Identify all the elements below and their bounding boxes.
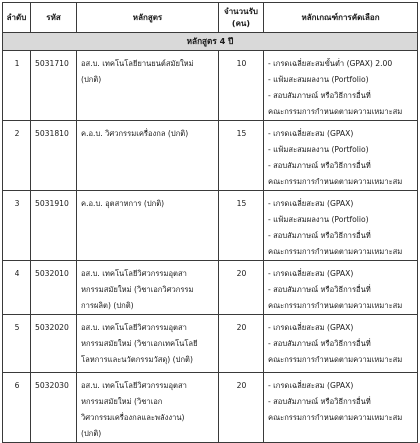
cell-code: 5031810 — [31, 121, 77, 191]
program-line: วิศวกรรมเครื่องกลและพลังงาน) — [81, 413, 185, 422]
header-no: ลำดับ — [3, 3, 31, 33]
criteria-line: คณะกรรมการกำหนดตามความเหมาะสม — [268, 355, 403, 364]
cell-criteria — [264, 191, 418, 261]
program-line: หกรรมสมัยใหม่ (วิชาเอกเทคโนโลยี — [81, 339, 198, 348]
program-line: (ปกติ) — [81, 429, 102, 438]
table-row — [3, 261, 418, 315]
program-line: อส.บ. เทคโนโลยีวิศวกรรมอุตสา — [81, 323, 187, 332]
criteria-line: - แฟ้มสะสมผลงาน (Portfolio) — [268, 215, 369, 224]
cell-criteria — [264, 373, 418, 443]
cell-code: 5031910 — [31, 191, 77, 261]
program-line: หกรรมสมัยใหม่ (วิชาเอกวิศวกรรม — [81, 285, 194, 294]
cell-criteria — [264, 121, 418, 191]
cell-no: 5 — [3, 315, 31, 373]
cell-program — [77, 121, 219, 191]
table-header — [3, 3, 418, 33]
header-seats-line2: (คน) — [231, 18, 251, 28]
criteria-line: - สอบสัมภาษณ์ หรือวิธีการอื่นที่ — [268, 161, 371, 170]
criteria-line: - สอบสัมภาษณ์ หรือวิธีการอื่นที่ — [268, 231, 371, 240]
criteria-line: - แฟ้มสะสมผลงาน (Portfolio) — [268, 145, 369, 154]
criteria-line: คณะกรรมการกำหนดตามความเหมาะสม — [268, 247, 403, 256]
cell-no: 3 — [3, 191, 31, 261]
section-row — [3, 33, 418, 51]
criteria-line: - เกรดเฉลี่ยสะสม (GPAX) — [268, 381, 354, 390]
criteria-line: คณะกรรมการกำหนดตามความเหมาะสม — [268, 301, 403, 310]
admission-table — [2, 2, 418, 443]
section-title: หลักสูตร 4 ปี — [3, 33, 418, 51]
cell-code: 5032010 — [31, 261, 77, 315]
criteria-line: - เกรดเฉลี่ยสะสม (GPAX) — [268, 323, 354, 332]
program-line: โลหการและนวัตกรรมวัสดุ) (ปกติ) — [81, 355, 193, 364]
criteria-line: - สอบสัมภาษณ์ หรือวิธีการอื่นที่ — [268, 91, 371, 100]
cell-criteria — [264, 315, 418, 373]
criteria-line: - สอบสัมภาษณ์ หรือวิธีการอื่นที่ — [268, 285, 371, 294]
header-seats — [219, 3, 264, 33]
table-row — [3, 51, 418, 121]
cell-criteria — [264, 261, 418, 315]
cell-code: 5031710 — [31, 51, 77, 121]
table-row — [3, 121, 418, 191]
cell-no: 4 — [3, 261, 31, 315]
criteria-line: - สอบสัมภาษณ์ หรือวิธีการอื่นที่ — [268, 397, 371, 406]
criteria-line: - เกรดเฉลี่ยสะสม (GPAX) — [268, 199, 354, 208]
header-seats-line1: จำนวนรับ — [224, 6, 258, 16]
cell-seats: 10 — [219, 51, 264, 121]
cell-no: 6 — [3, 373, 31, 443]
cell-no: 2 — [3, 121, 31, 191]
criteria-line: คณะกรรมการกำหนดตามความเหมาะสม — [268, 413, 403, 422]
cell-seats: 20 — [219, 261, 264, 315]
program-line: การผลิต) (ปกติ) — [81, 301, 134, 310]
program-line: (ปกติ) — [81, 75, 102, 84]
cell-program — [77, 261, 219, 315]
criteria-line: - เกรดเฉลี่ยสะสม (GPAX) — [268, 269, 354, 278]
cell-no: 1 — [3, 51, 31, 121]
criteria-line: - สอบสัมภาษณ์ หรือวิธีการอื่นที่ — [268, 339, 371, 348]
program-line: อส.บ. เทคโนโลยีวิศวกรรมอุตสา — [81, 381, 187, 390]
program-line: อส.บ. เทคโนโลยีวิศวกรรมอุตสา — [81, 269, 187, 278]
program-line: หกรรมสมัยใหม่ (วิชาเอก — [81, 397, 163, 406]
program-line: อส.บ. เทคโนโลยียานยนต์สมัยใหม่ — [81, 59, 194, 68]
criteria-line: - เกรดเฉลี่ยสะสมขั้นต่ำ (GPAX) 2.00 — [268, 59, 393, 68]
header-code: รหัส — [31, 3, 77, 33]
criteria-line: - เกรดเฉลี่ยสะสม (GPAX) — [268, 129, 354, 138]
cell-program — [77, 51, 219, 121]
table-body — [3, 51, 418, 443]
cell-seats: 20 — [219, 315, 264, 373]
table-row — [3, 373, 418, 443]
table-row — [3, 315, 418, 373]
criteria-line: - แฟ้มสะสมผลงาน (Portfolio) — [268, 75, 369, 84]
program-line: ค.อ.บ. วิศวกรรมเครื่องกล (ปกติ) — [81, 129, 189, 138]
header-criteria: หลักเกณฑ์การคัดเลือก — [264, 3, 418, 33]
cell-seats: 15 — [219, 121, 264, 191]
cell-code: 5032020 — [31, 315, 77, 373]
cell-seats: 15 — [219, 191, 264, 261]
table-row — [3, 191, 418, 261]
program-line: ค.อ.บ. อุตสาหการ (ปกติ) — [81, 199, 165, 208]
cell-program — [77, 315, 219, 373]
cell-code: 5032030 — [31, 373, 77, 443]
cell-criteria — [264, 51, 418, 121]
cell-program — [77, 373, 219, 443]
cell-program — [77, 191, 219, 261]
cell-seats: 20 — [219, 373, 264, 443]
criteria-line: คณะกรรมการกำหนดตามความเหมาะสม — [268, 177, 403, 186]
criteria-line: คณะกรรมการกำหนดตามความเหมาะสม — [268, 107, 403, 116]
header-program: หลักสูตร — [77, 3, 219, 33]
